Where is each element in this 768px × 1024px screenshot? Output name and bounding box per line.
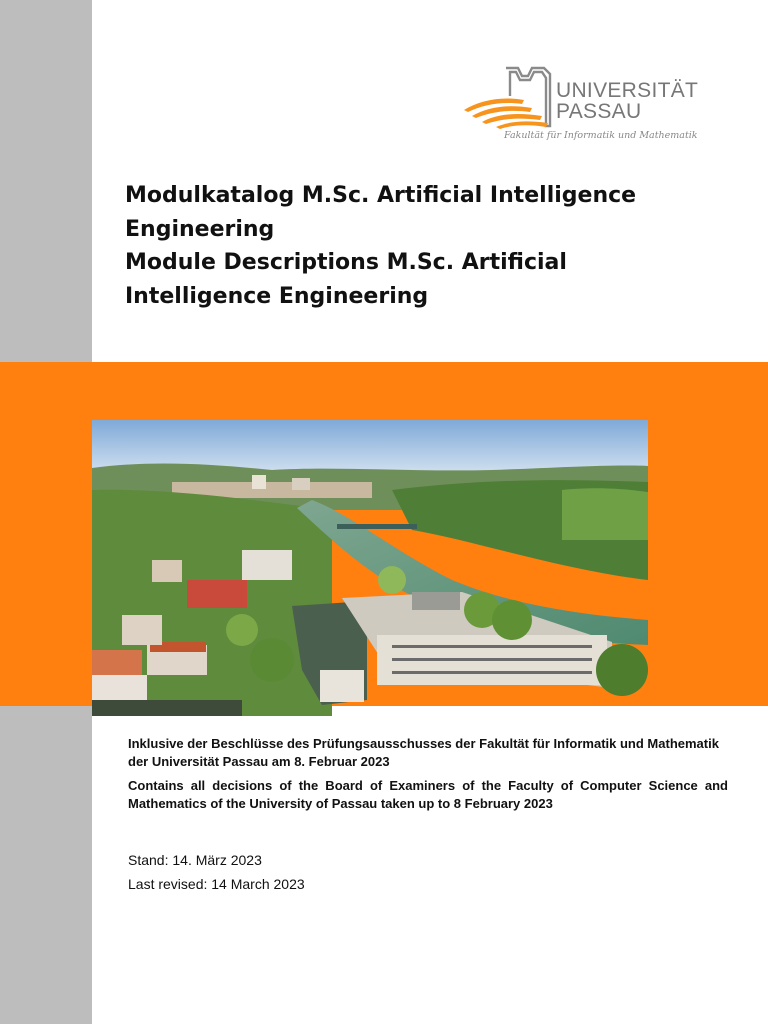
decisions-note-german: Inklusive der Beschlüsse des Prüfungsausschusses der Fakultät für Informatik und Mathematik der Universität Passau am 8. Februar 2023 <box>128 736 719 769</box>
university-name-line2: PASSAU <box>556 100 642 123</box>
university-logo <box>462 66 702 148</box>
campus-aerial-photo <box>92 420 648 716</box>
last-revised-date: Last revised: 14 March 2023 <box>128 876 305 892</box>
university-name <box>556 80 698 122</box>
decisions-note-english: Contains all decisions of the Board of Examiners of the Faculty of Computer Science and Mathematics of the University of Passau taken up to 8 February 2023 <box>128 778 728 811</box>
document-titles <box>125 179 685 313</box>
title-english: Module Descriptions M.Sc. Artificial Intelligence Engineering <box>125 250 567 309</box>
university-passau-logo-mark <box>462 66 554 130</box>
university-name-line1: UNIVERSITÄT <box>556 79 699 102</box>
title-german: Modulkatalog M.Sc. Artificial Intelligence Engineering <box>125 183 637 242</box>
faculty-name: Fakultät für Informatik und Mathematik <box>504 130 698 141</box>
stand-date: Stand: 14. März 2023 <box>128 852 262 868</box>
